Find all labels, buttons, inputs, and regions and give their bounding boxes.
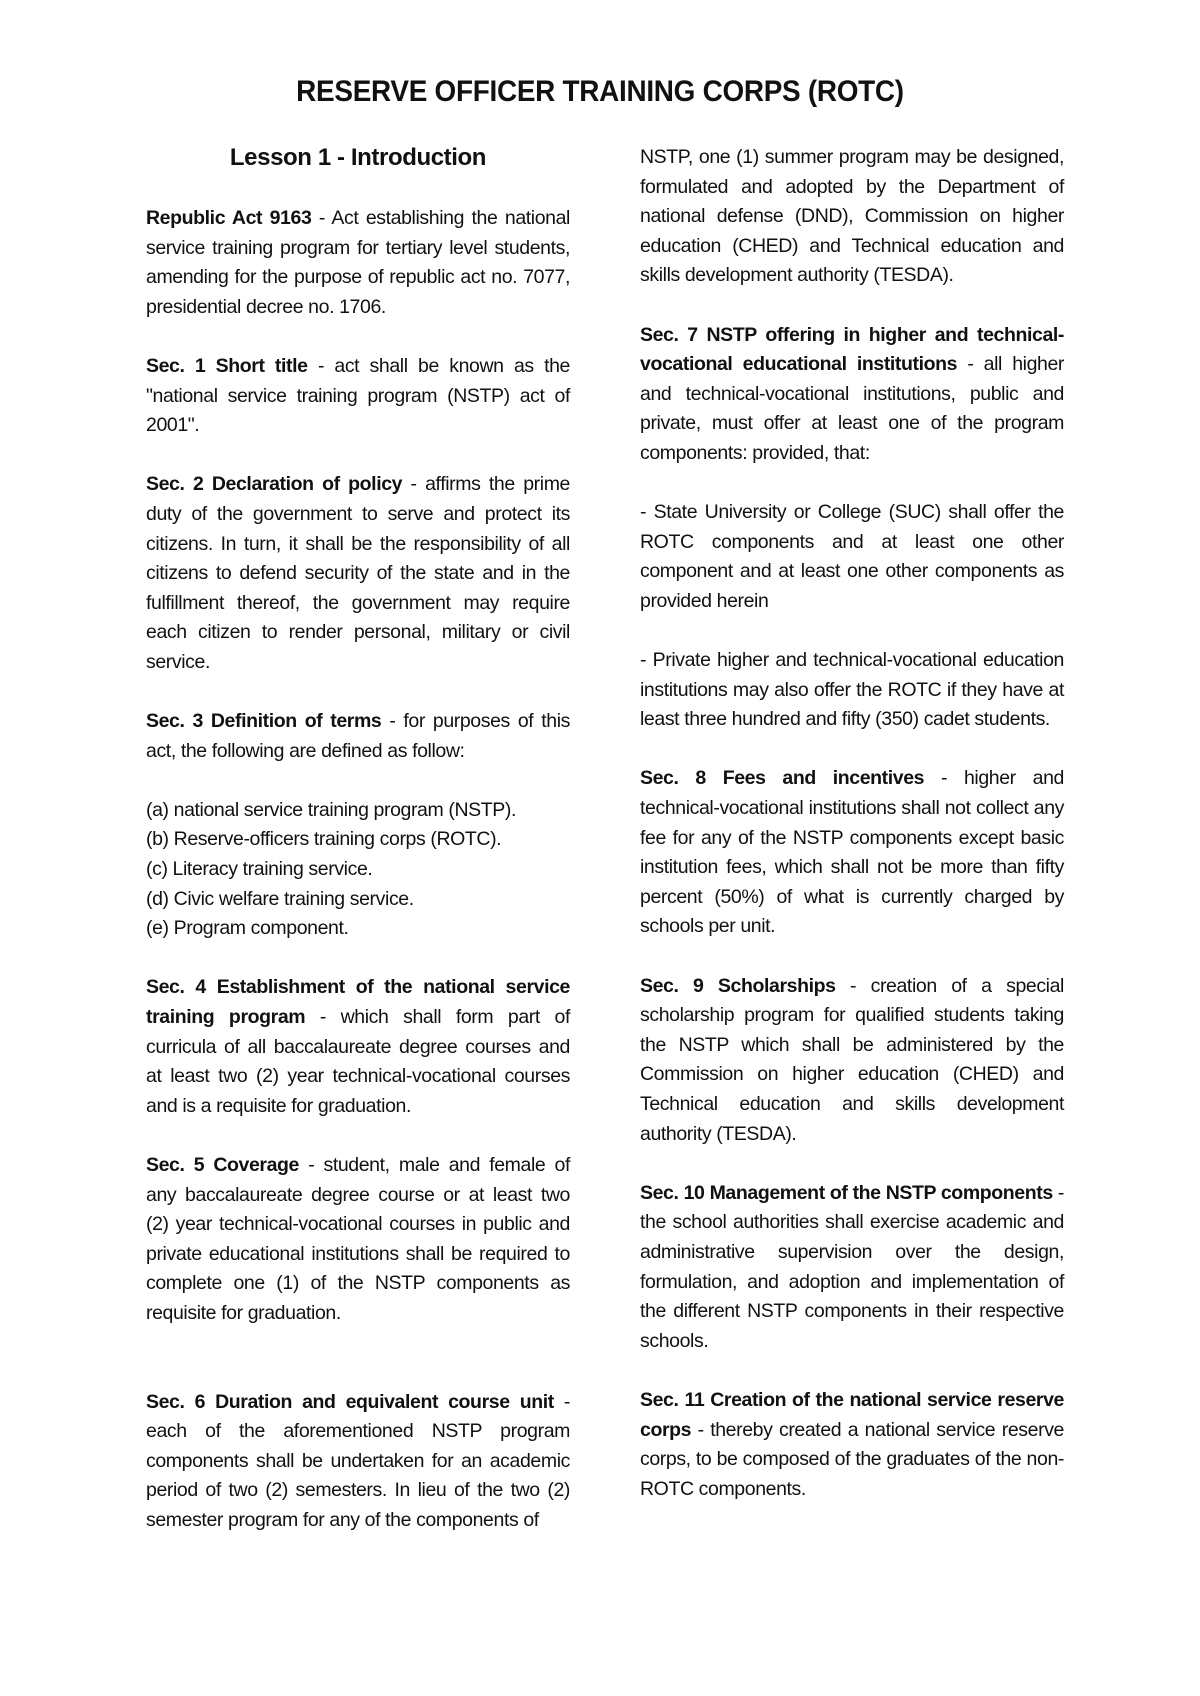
paragraph-text: - act shall be known as the "national service training program (NSTP) act of 2001". (146, 354, 570, 437)
paragraph-text: - student, male and female of any baccalaureate degree course or at least two (2) year technical-vocational courses in public and private educational institutions shall be required to complete one (1) of the NSTP components as requisite for graduation. (146, 1154, 570, 1324)
paragraph-heading: Republic Act 9163 (146, 207, 312, 229)
paragraph-text: - all higher and technical-vocational institutions, public and private, must offer at least one of the program components: provided, that: (640, 353, 1065, 464)
paragraph-heading: Sec. 11 Creation of the national service reserve corps (640, 1388, 1064, 1441)
sec7-bullet-private: - Private higher and technical-vocational education institutions may also offer the ROTC if they have at least three hundred and fifty (350) cadet students. (640, 649, 1064, 731)
list-item: (e) Program component. (146, 917, 349, 940)
paragraph-text: - the school authorities shall exercise academic and administrative supervision over the design, formulation, and adoption and implementation of the different NSTP components in their respective schools. (640, 1181, 1064, 1352)
sec3-paragraph (146, 707, 570, 766)
sec9-paragraph (640, 972, 1064, 1150)
paragraph-text: - affirms the prime duty of the government to serve and protect its citizens. In turn, it shall be the responsibility of all citizens to defend security of the state and in the fulfillment thereof, the government may require each citizen to render personal, military or civil service. (146, 473, 570, 673)
right-column (640, 143, 1064, 1534)
paragraph-text: - each of the aforementioned NSTP program components shall be undertaken for an academic period of two (2) semesters. In lieu of the two (2) semester program for any of the components of (146, 1390, 570, 1531)
sec7-paragraph (640, 321, 1064, 469)
paragraph-heading: Sec. 5 Coverage (146, 1154, 300, 1176)
left-column (146, 143, 570, 1565)
sec6-continuation: NSTP, one (1) summer program may be designed, formulated and adopted by the Department of national defense (DND), Commission on higher education (CHED) and Technical education and skills development authority (TESDA). (640, 146, 1064, 287)
paragraph-heading: Sec. 2 Declaration of policy (146, 473, 403, 496)
paragraph-text: - higher and technical-vocational institutions shall not collect any fee for any of the NSTP components except basic institution fees, which shall not be more than fifty percent (50%) of what is currently charged by schools per unit. (640, 767, 1064, 938)
paragraph-heading: Sec. 3 Definition of terms (146, 710, 382, 733)
republic-act-paragraph (146, 204, 570, 322)
paragraph-heading: Sec. 10 Management of the NSTP components (640, 1181, 1053, 1204)
paragraph-heading: Sec. 9 Scholarships (640, 974, 836, 997)
paragraph-heading: Sec. 6 Duration and equivalent course unit (146, 1390, 554, 1413)
sec5-paragraph (146, 1151, 570, 1329)
sec7-bullet-suc: - State University or College (SUC) shall offer the ROTC components and at least one other component and at least one other components as provided herein (640, 501, 1064, 612)
paragraph-text: - Act establishing the national service training program for tertiary level students, amending for the purpose of republic act no. 7077, presidential decree no. 1706. (146, 207, 570, 318)
list-item: (a) national service training program (NSTP). (146, 798, 516, 821)
sec2-paragraph (146, 470, 570, 677)
sec4-paragraph (146, 973, 570, 1121)
paragraph-text: - for purposes of this act, the following are defined as follow: (146, 710, 570, 762)
sec1-paragraph (146, 352, 570, 441)
paragraph-heading: Sec. 1 Short title (146, 354, 308, 377)
sec11-paragraph (640, 1386, 1064, 1504)
paragraph-heading: Sec. 4 Establishment of the national service training program (146, 976, 570, 1029)
document-title: RESERVE OFFICER TRAINING CORPS (ROTC) (296, 75, 904, 108)
sec8-paragraph (640, 764, 1064, 942)
list-item: (c) Literacy training service. (146, 858, 373, 881)
paragraph-text: - which shall form part of curricula of all baccalaureate degree courses and at least two (2) year technical-vocational courses and is a requisite for graduation. (146, 1006, 570, 1117)
terms-list (146, 796, 570, 944)
paragraph-text: - creation of a special scholarship program for qualified students taking the NSTP which shall be administered by the Commission on higher education (CHED) and Technical education and skills development authority (TESDA). (640, 974, 1064, 1145)
lesson-title: Lesson 1 - Introduction (229, 144, 487, 171)
sec10-paragraph (640, 1179, 1064, 1357)
sec6-paragraph (146, 1388, 570, 1536)
list-item: (b) Reserve-officers training corps (ROTC). (146, 828, 502, 851)
paragraph-heading: Sec. 8 Fees and incentives (640, 767, 925, 790)
paragraph-text: - thereby created a national service reserve corps, to be composed of the graduates of the non-ROTC components. (640, 1418, 1064, 1500)
list-item: (d) Civic welfare training service. (146, 887, 414, 910)
paragraph-heading: Sec. 7 NSTP offering in higher and technical-vocational educational institutions (640, 323, 1064, 376)
